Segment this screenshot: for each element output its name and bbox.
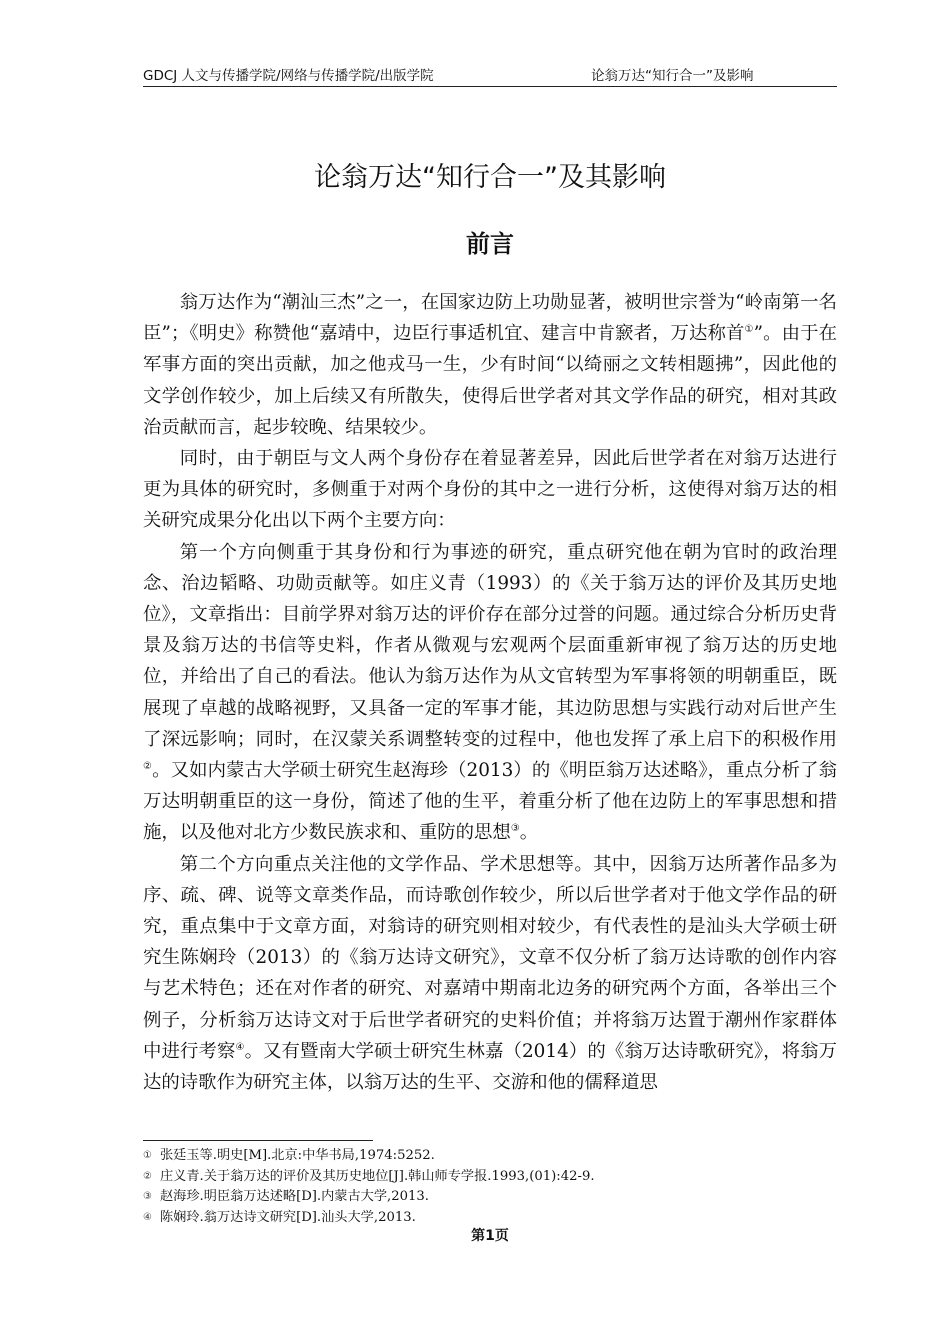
paper-title: 论翁万达“知行合一”及其影响 [314,162,666,193]
paragraph-text: ”。由于在军事方面的突出贡献，加之他戎马一生，少有时间“以绮丽之文转相题拂”，因此他的文学创作较少，加上后续又有所散失，使得后世学者对其文学作品的研究，相对其政治贡献而言，起步较晚、结果较少。 [143,323,838,438]
footnote-ref-2[interactable]: ② [143,761,153,773]
paragraph-text: 。 [519,822,539,844]
footnote-ref-1[interactable]: ① [744,324,754,336]
paragraph-1 [143,287,837,443]
paragraph-text: 同时，由于朝臣与文人两个身份存在着显著差异，因此后世学者在对翁万达进行更为具体的研究时，多侧重于对两个身份的其中之一进行分析，这使得对翁万达的相关研究成果分化出以下两个主要方向： [143,448,837,532]
paragraph-3 [143,537,837,849]
footnotes [143,1146,837,1228]
running-header [143,66,837,87]
paragraph-text: 第二个方向重点关注他的文学作品、学术思想等。其中，因翁万达所著作品多为序、疏、碑、说等文章类作品，而诗歌创作较少，所以后世学者对于他文学作品的研究，重点集中于文章方面，对翁诗的研究则相对较少，有代表性的是汕头大学硕士研究生陈娴玲（2013）的《翁万达诗文研究》，文章不仅分析了翁万达诗歌的创作内容与艺术特色；还在对作者的研究、对嘉靖中期南北边务的研究两个方面，各举出三个例子，分析翁万达诗文对于后世学者研究的史料价值；并将翁万达置于潮州作家群体中进行考察 [143,853,837,1062]
page-number: 第1页 [471,1228,509,1244]
footnote-mark: ④ [143,1211,152,1223]
footnote-mark: ② [143,1170,152,1182]
footnote-ref-3[interactable]: ③ [510,823,520,835]
footnote-2 [143,1167,837,1188]
footnote-text: 陈娴玲.翁万达诗文研究[D].汕头大学,2013. [160,1209,416,1225]
section-heading: 前言 [466,230,514,258]
footnote-mark: ① [143,1150,152,1161]
footnote-1 [143,1146,837,1167]
body-text [143,287,837,1098]
footnote-separator [143,1140,373,1141]
footnote-text: 张廷玉等.明史[M].北京:中华书局,1974:5252. [160,1148,435,1163]
paragraph-text: 。又如内蒙古大学硕士研究生赵海珍（2013）的《明臣翁万达述略》，重点分析了翁万达明朝重臣的这一身份，简述了他的生平，着重分析了他在边防上的军事思想和措施，以及他对北方少数民族求和、重防的思想 [143,760,837,844]
paragraph-4 [143,849,837,1099]
paragraph-text: 。又有暨南大学硕士研究生林嘉（2014）的《翁万达诗歌研究》，将翁万达的诗歌作为研究主体，以翁万达的生平、交游和他的儒释道思 [143,1040,837,1094]
footnote-mark: ③ [143,1191,152,1202]
footnote-text: 庄义青.关于翁万达的评价及其历史地位[J].韩山师专学报.1993,(01):42-9. [160,1168,595,1184]
header-institution: GDCJ 人文与传播学院/网络与传播学院/出版学院 [143,68,434,84]
paragraph-text: 第一个方向侧重于其身份和行为事迹的研究，重点研究他在朝为官时的政治理念、治边韬略、功勋贡献等。如庄义青（1993）的《关于翁万达的评价及其历史地位》，文章指出：目前学界对翁万达的评价存在部分过誉的问题。通过综合分析历史背景及翁万达的书信等史料，作者从微观与宏观两个层面重新审视了翁万达的历史地位，并给出了自己的看法。他认为翁万达作为从文官转型为军事将领的明朝重臣，既展现了卓越的战略视野，又具备一定的军事才能，其边防思想与实践行动对后世产生了深远影响；同时，在汉蒙关系调整转变的过程中，他也发挥了承上启下的积极作用 [143,541,837,750]
header-short-title: 论翁万达“知行合一”及影响 [591,68,754,84]
paragraph-2 [143,443,837,537]
footnote-ref-4[interactable]: ④ [235,1041,245,1053]
footnote-4 [143,1208,837,1229]
paragraph-text: 翁万达作为“潮汕三杰”之一，在国家边防上功勋显著，被明世宗誉为“岭南第一名臣”；《明史》称赞他“嘉靖中，边臣行事适机宜、建言中肯窾者，万达称首 [143,292,837,345]
footnote-text: 赵海珍.明臣翁万达述略[D].内蒙古大学,2013. [160,1189,430,1204]
footnote-3 [143,1187,837,1208]
